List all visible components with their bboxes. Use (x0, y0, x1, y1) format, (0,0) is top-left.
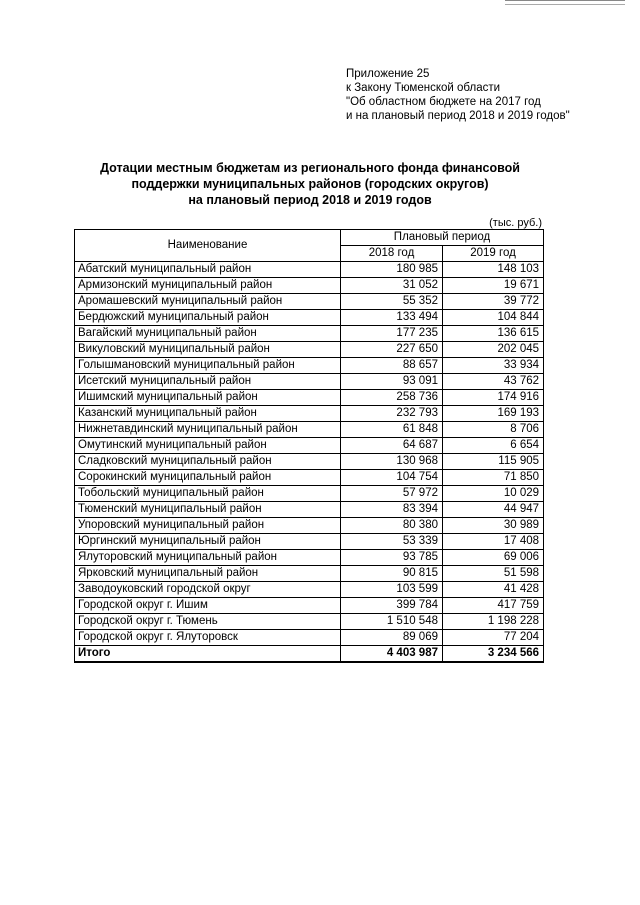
table-row (75, 566, 544, 582)
table-row (75, 470, 544, 486)
row-value-2019: 69 006 (443, 550, 544, 566)
title-line: поддержки муниципальных районов (городских округов) (131, 177, 489, 191)
row-value-2018: 89 069 (341, 630, 443, 646)
row-value-2018: 258 736 (341, 390, 443, 406)
subsidies-table (74, 229, 544, 663)
row-value-2018: 61 848 (341, 422, 443, 438)
row-value-2019: 115 905 (443, 454, 544, 470)
table-row (75, 278, 544, 294)
row-value-2018: 31 052 (341, 278, 443, 294)
row-value-2019: 148 103 (443, 262, 544, 278)
row-name: Сладковский муниципальный район (75, 454, 341, 470)
row-name: Городской округ г. Тюмень (75, 614, 341, 630)
row-name: Упоровский муниципальный район (75, 518, 341, 534)
table-row (75, 342, 544, 358)
table-row (75, 422, 544, 438)
row-value-2018: 88 657 (341, 358, 443, 374)
row-name: Нижнетавдинский муниципальный район (75, 422, 341, 438)
row-value-2018: 130 968 (341, 454, 443, 470)
row-name: Городской округ г. Ялуторовск (75, 630, 341, 646)
row-value-2019: 1 198 228 (443, 614, 544, 630)
appendix-note (346, 67, 570, 123)
row-value-2019: 19 671 (443, 278, 544, 294)
row-name: Ялуторовский муниципальный район (75, 550, 341, 566)
table-row (75, 438, 544, 454)
table-row (75, 630, 544, 646)
row-name: Городской округ г. Ишим (75, 598, 341, 614)
row-value-2018: 232 793 (341, 406, 443, 422)
row-value-2018: 227 650 (341, 342, 443, 358)
row-value-2018: 133 494 (341, 310, 443, 326)
row-value-2019: 44 947 (443, 502, 544, 518)
row-name: Тобольский муниципальный район (75, 486, 341, 502)
row-value-2018: 90 815 (341, 566, 443, 582)
row-name: Абатский муниципальный район (75, 262, 341, 278)
row-value-2019: 10 029 (443, 486, 544, 502)
row-value-2019: 169 193 (443, 406, 544, 422)
row-name: Сорокинский муниципальный район (75, 470, 341, 486)
row-name: Исетский муниципальный район (75, 374, 341, 390)
row-value-2018: 57 972 (341, 486, 443, 502)
row-value-2018: 80 380 (341, 518, 443, 534)
row-name: Омутинский муниципальный район (75, 438, 341, 454)
row-value-2019: 71 850 (443, 470, 544, 486)
row-value-2019: 41 428 (443, 582, 544, 598)
row-value-2019: 8 706 (443, 422, 544, 438)
table-row (75, 326, 544, 342)
table-row (75, 310, 544, 326)
appendix-line: к Закону Тюменской области (346, 82, 501, 94)
row-value-2018: 180 985 (341, 262, 443, 278)
unit-label: (тыс. руб.) (489, 217, 542, 229)
table-row (75, 598, 544, 614)
table-row (75, 358, 544, 374)
title-line: на плановый период 2018 и 2019 годов (188, 193, 432, 207)
table-row (75, 614, 544, 630)
row-value-2018: 93 785 (341, 550, 443, 566)
row-value-2019: 174 916 (443, 390, 544, 406)
appendix-line: Приложение 25 (346, 68, 430, 80)
row-value-2019: 51 598 (443, 566, 544, 582)
row-value-2019: 136 615 (443, 326, 544, 342)
row-name: Аромашевский муниципальный район (75, 294, 341, 310)
table-row (75, 550, 544, 566)
row-value-2019: 77 204 (443, 630, 544, 646)
row-value-2018: 55 352 (341, 294, 443, 310)
table-row (75, 454, 544, 470)
row-name: Заводоуковский городской округ (75, 582, 341, 598)
document-title (60, 160, 560, 208)
row-value-2018: 399 784 (341, 598, 443, 614)
row-value-2019: 104 844 (443, 310, 544, 326)
table-row (75, 486, 544, 502)
total-row (75, 646, 544, 663)
title-line: Дотации местным бюджетам из регионального фонда финансовой (100, 161, 520, 175)
row-value-2018: 103 599 (341, 582, 443, 598)
row-name: Казанский муниципальный район (75, 406, 341, 422)
row-value-2019: 202 045 (443, 342, 544, 358)
total-value-2018: 4 403 987 (341, 646, 443, 663)
row-name: Юргинский муниципальный район (75, 534, 341, 550)
row-value-2019: 17 408 (443, 534, 544, 550)
row-value-2019: 6 654 (443, 438, 544, 454)
row-name: Армизонский муниципальный район (75, 278, 341, 294)
header-year-2019: 2019 год (443, 246, 544, 262)
header-period: Плановый период (341, 230, 544, 246)
row-value-2019: 30 989 (443, 518, 544, 534)
row-value-2018: 177 235 (341, 326, 443, 342)
table-row (75, 406, 544, 422)
row-name: Тюменский муниципальный район (75, 502, 341, 518)
row-name: Викуловский муниципальный район (75, 342, 341, 358)
row-value-2018: 64 687 (341, 438, 443, 454)
row-name: Вагайский муниципальный район (75, 326, 341, 342)
page-edge-mark (505, 0, 625, 5)
table-row (75, 374, 544, 390)
table-row (75, 518, 544, 534)
table-row (75, 582, 544, 598)
row-value-2018: 83 394 (341, 502, 443, 518)
row-name: Ярковский муниципальный район (75, 566, 341, 582)
appendix-line: и на плановый период 2018 и 2019 годов" (346, 110, 570, 122)
header-name: Наименование (75, 230, 341, 262)
appendix-line: "Об областном бюджете на 2017 год (346, 96, 541, 108)
header-year-2018: 2018 год (341, 246, 443, 262)
table-row (75, 294, 544, 310)
row-value-2018: 53 339 (341, 534, 443, 550)
row-value-2019: 39 772 (443, 294, 544, 310)
row-value-2019: 417 759 (443, 598, 544, 614)
table-row (75, 502, 544, 518)
row-value-2018: 104 754 (341, 470, 443, 486)
total-value-2019: 3 234 566 (443, 646, 544, 663)
table-row (75, 534, 544, 550)
row-name: Бердюжский муниципальный район (75, 310, 341, 326)
row-name: Голышмановский муниципальный район (75, 358, 341, 374)
row-value-2018: 1 510 548 (341, 614, 443, 630)
table-row (75, 390, 544, 406)
row-value-2019: 33 934 (443, 358, 544, 374)
row-value-2018: 93 091 (341, 374, 443, 390)
table-row (75, 262, 544, 278)
total-label: Итого (75, 646, 341, 663)
row-value-2019: 43 762 (443, 374, 544, 390)
row-name: Ишимский муниципальный район (75, 390, 341, 406)
